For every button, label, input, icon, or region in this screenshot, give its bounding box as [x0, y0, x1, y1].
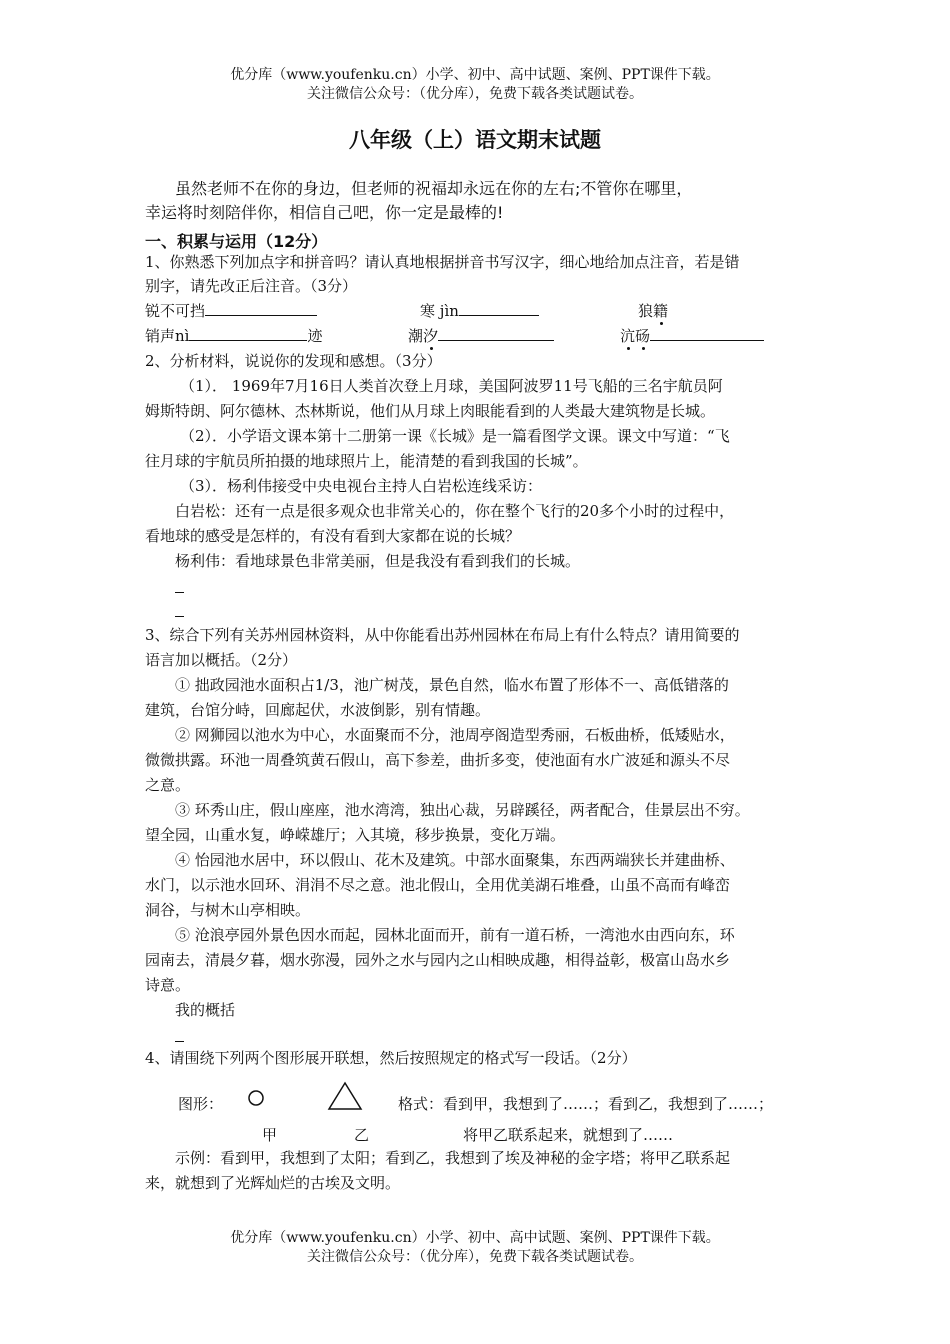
q3-p5-line-1: ⑤ 沧浪亭园外景色因水而起，园林北面而开，前有一道石桥，一湾池水由西向东，环 — [175, 926, 735, 944]
q1-line-1: 1、你熟悉下列加点字和拼音吗？请认真地根据拼音书写汉字，细心地给加点注音，若是错 — [145, 253, 740, 271]
q4-head: 4、请围绕下列两个图形展开联想，然后按照规定的格式写一段话。（2分） — [145, 1049, 637, 1067]
q2-yang: 杨利伟：看地球景色非常美丽，但是我没有看到我们的长城。 — [175, 552, 581, 570]
q4-jia-label: 甲 — [262, 1126, 278, 1144]
q3-p3-line-1: ③ 环秀山庄，假山座座，池水湾湾，独出心裁，另辟蹊径，两者配合，佳景层出不穷。 — [175, 801, 750, 819]
q3-answer-line[interactable] — [175, 1041, 184, 1042]
q2-m1-line-1: （1）． 1969年7月16日人类首次登上月球，美国阿波罗11号飞船的三名宇航员阿 — [180, 377, 723, 395]
q1-item-1-text: 锐不可挡 — [145, 302, 206, 320]
q4-figure-label: 图形： — [178, 1095, 224, 1113]
q1-item-5-pre: 潮 — [408, 327, 424, 345]
q1-item-4-pinyin: nì — [175, 327, 190, 345]
q2-bai-line-1: 白岩松：还有一点是很多观众也非常关心的，你在整个飞行的20多个小时的过程中， — [175, 502, 735, 520]
header-line-2: 关注微信公众号：（优分库），免费下载各类试题试卷。 — [307, 86, 643, 102]
q4-format: 格式：看到甲，我想到了……；看到乙，我想到了……； — [398, 1095, 774, 1113]
footer-line-1: 优分库（www.youfenku.cn）小学、初中、高中试题、案例、PPT课件下载。 — [230, 1230, 720, 1246]
q1-blank-4[interactable] — [189, 325, 307, 341]
q1-blank-6[interactable] — [650, 325, 764, 341]
q2-m2-line-1: （2）．小学语文课本第十二册第一课《长城》是一篇看图学文课。课文中写道：“飞 — [180, 427, 730, 445]
q4-yi-label: 乙 — [354, 1126, 370, 1144]
q1-item-6-dotted-1: 沆 — [620, 327, 636, 345]
page-title: 八年级（上）语文期末试题 — [349, 128, 601, 152]
q4-example-line-1: 示例：看到甲，我想到了太阳；看到乙，我想到了埃及神秘的金字塔；将甲乙联系起 — [175, 1149, 731, 1167]
q1-item-3-pre: 狼 — [638, 302, 654, 320]
q1-item-2 — [420, 300, 539, 321]
q1-item-4 — [145, 325, 323, 346]
q3-head-1: 3、综合下列有关苏州园林资料，从中你能看出苏州园林在布局上有什么特点？请用简要的 — [145, 626, 740, 644]
q2-m1-line-2: 姆斯特朗、阿尔德林、杰林斯说，他们从月球上肉眼能看到的人类最大建筑物是长城。 — [145, 402, 716, 420]
q2-answer-line-2[interactable] — [175, 616, 184, 617]
q2-m2-line-2: 往月球的宇航员所拍摄的地球照片上，能清楚的看到我国的长城”。 — [145, 452, 588, 470]
q1-item-1 — [145, 300, 317, 321]
q3-my-summary-label: 我的概括 — [175, 1001, 236, 1019]
q1-item-6 — [620, 325, 764, 346]
q3-p4-line-1: ④ 怡园池水居中，环以假山、花木及建筑。中部水面聚集，东西两端狭长并建曲桥、 — [175, 851, 735, 869]
q1-blank-1[interactable] — [205, 300, 317, 316]
q3-p3-line-2: 望全园，山重水复，峥嵘雄厅；入其境，移步换景，变化万端。 — [145, 826, 566, 844]
q3-p1-line-1: ① 拙政园池水面积占1/3，池广树茂，景色自然，临水布置了形体不一、高低错落的 — [175, 676, 729, 694]
section-heading: 一、积累与运用（12分） — [145, 232, 328, 251]
q1-item-3 — [638, 300, 668, 321]
triangle-shape — [329, 1083, 361, 1109]
q3-p2-line-3: 之意。 — [145, 776, 191, 794]
q1-item-4-suffix: 迹 — [307, 327, 323, 345]
q1-item-6-dotted-2: 砀 — [635, 327, 651, 345]
q3-p2-line-1: ② 网狮园以池水为中心，水面聚而不分，池周亭阁造型秀丽，石板曲桥，低矮贴水， — [175, 726, 735, 744]
circle-shape — [249, 1091, 263, 1105]
q2-bai-line-2: 看地球的感受是怎样的，有没有看到大家都在说的长城？ — [145, 527, 521, 545]
q1-item-5 — [408, 325, 554, 346]
q1-blank-2[interactable] — [459, 300, 539, 316]
q4-example-line-2: 来，就想到了光辉灿烂的古埃及文明。 — [145, 1174, 401, 1192]
q3-p5-line-2: 园南去，清晨夕暮，烟水弥漫，园外之水与园内之山相映成趣，相得益彰，极富山岛水乡 — [145, 951, 731, 969]
intro-line-1: 虽然老师不在你的身边，但老师的祝福却永远在你的左右;不管你在哪里， — [175, 179, 693, 198]
q3-p4-line-3: 洞谷，与树木山亭相映。 — [145, 901, 311, 919]
q4-combine: 将甲乙联系起来，就想到了…… — [463, 1126, 674, 1144]
q3-p1-line-2: 建筑，台馆分峙，回廊起伏，水波倒影，别有情趣。 — [145, 701, 491, 719]
q2-answer-line-1[interactable] — [175, 592, 184, 593]
circle-figure — [246, 1088, 266, 1108]
q1-blank-5[interactable] — [438, 325, 554, 341]
footer-line-2: 关注微信公众号：（优分库），免费下载各类试题试卷。 — [307, 1249, 643, 1265]
triangle-figure — [327, 1081, 363, 1111]
q1-item-2-prefix: 寒 — [420, 302, 436, 320]
q1-item-3-dotted: 籍 — [653, 302, 669, 320]
q2-m3-line-1: （3）．杨利伟接受中央电视台主持人白岩松连线采访： — [180, 477, 543, 495]
q3-p4-line-2: 水门，以示池水回环、涓涓不尽之意。池北假山，全用优美湖石堆叠，山虽不高而有峰峦 — [145, 876, 731, 894]
q1-line-2: 别字，请先改正后注音。（3分） — [145, 277, 358, 295]
q3-head-2: 语言加以概括。（2分） — [145, 651, 298, 669]
header-line-1: 优分库（www.youfenku.cn）小学、初中、高中试题、案例、PPT课件下载。 — [230, 67, 720, 83]
intro-line-2: 幸运将时刻陪伴你，相信自己吧，你一定是最棒的! — [145, 203, 504, 222]
q1-item-2-pinyin: jìn — [439, 302, 459, 320]
q1-item-4-prefix: 销声 — [145, 327, 176, 345]
q3-p2-line-2: 微微拱露。环池一周叠筑黄石假山，高下参差，曲折多变，使池面有水广波延和源头不尽 — [145, 751, 731, 769]
q1-item-5-dotted: 汐 — [423, 327, 439, 345]
q2-head: 2、分析材料，说说你的发现和感想。（3分） — [145, 352, 442, 370]
q3-p5-line-3: 诗意。 — [145, 976, 191, 994]
